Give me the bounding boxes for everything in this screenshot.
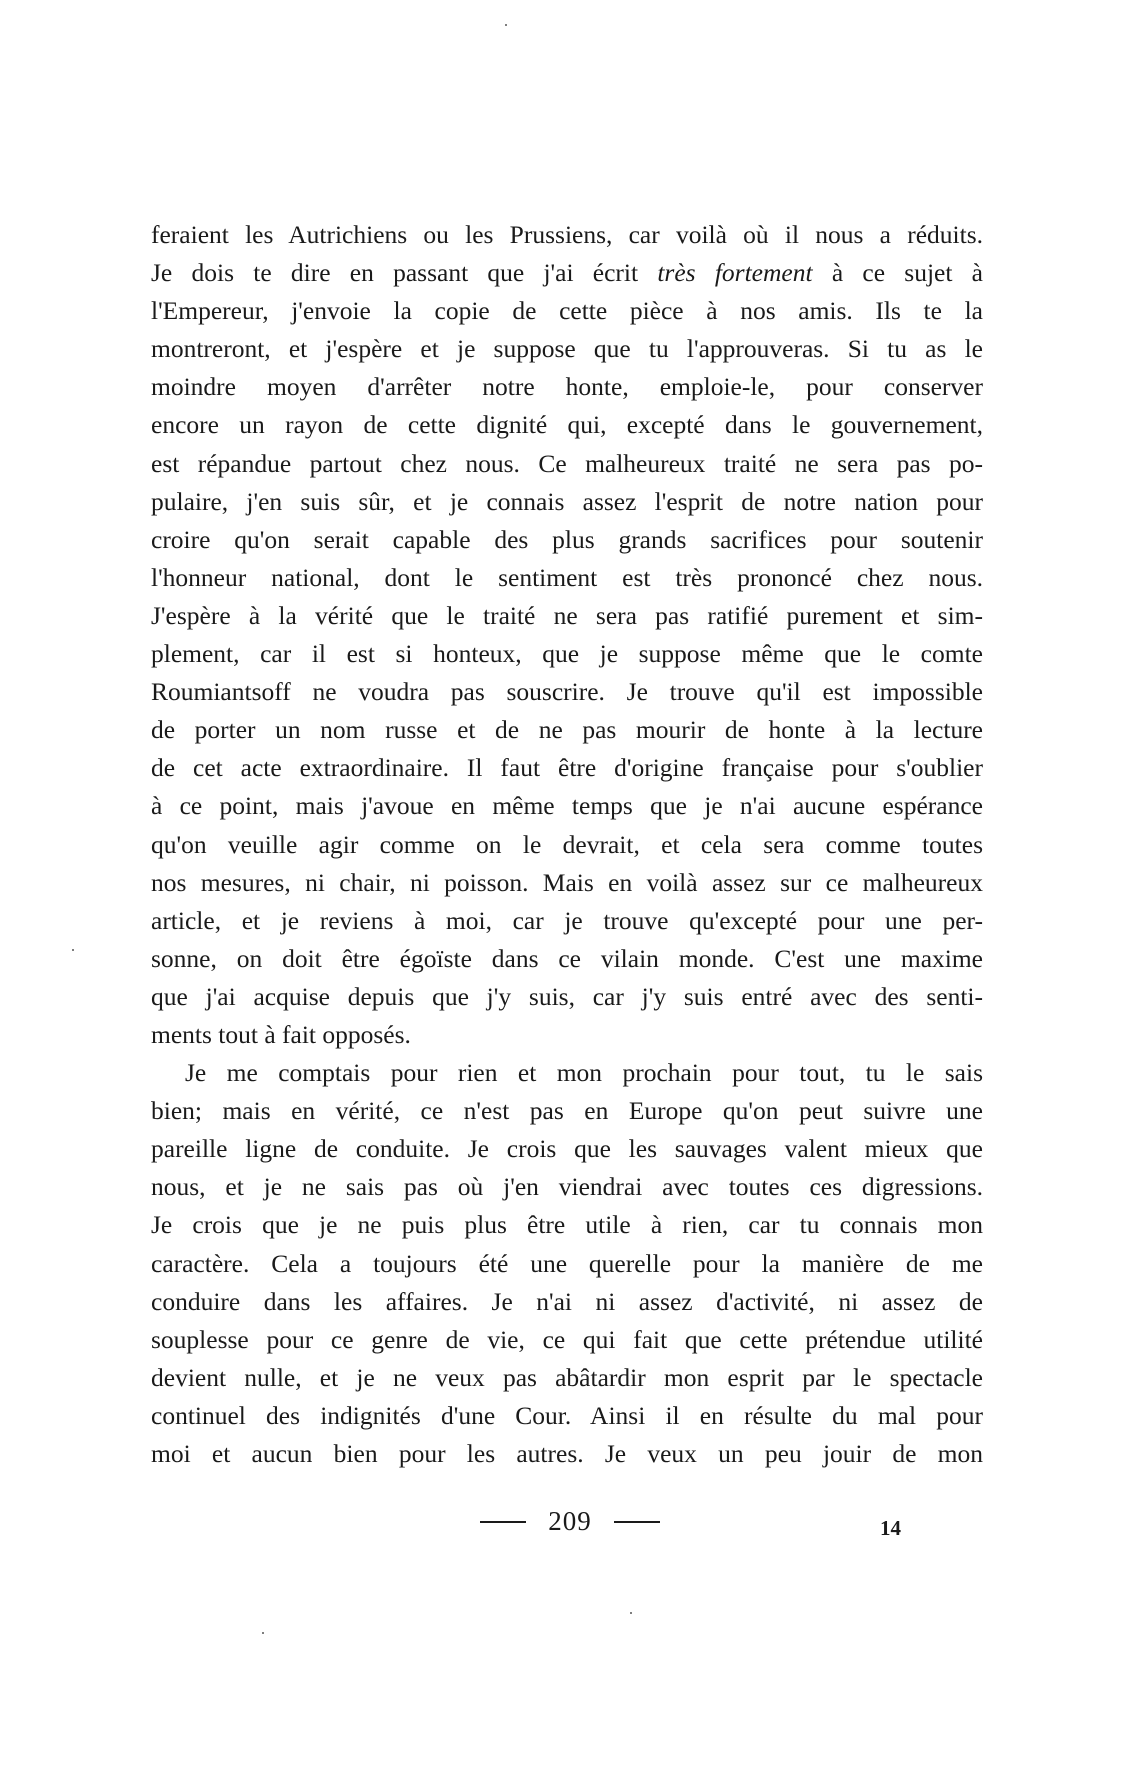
text-line: de porter un nom russe et de ne pas mourir de honte à la lecture: [151, 715, 983, 745]
text-line: Roumiantsoff ne voudra pas souscrire. Je trouve qu'il est impossible: [151, 677, 983, 707]
text-line: article, et je reviens à moi, car je trouve qu'excepté pour une per-: [151, 905, 983, 935]
scan-speck: [262, 1632, 264, 1634]
text-line: pareille ligne de conduite. Je crois que les sauvages valent mieux que: [151, 1134, 983, 1164]
text-line: l'Empereur, j'envoie la copie de cette pièce à nos amis. Ils te la: [151, 296, 983, 326]
text-line: souplesse pour ce genre de vie, ce qui fait que cette prétendue utilité: [151, 1324, 983, 1354]
text-line: est répandue partout chez nous. Ce malheureux traité ne sera pas po-: [151, 448, 983, 478]
text-line: qu'on veuille agir comme on le devrait, et cela sera comme toutes: [151, 829, 983, 859]
text-fragment: à ce sujet à: [812, 258, 983, 288]
scan-speck: [630, 1612, 632, 1614]
text-line: que j'ai acquise depuis que j'y suis, car j'y suis entré avec des senti-: [151, 981, 983, 1011]
text-fragment: Je dois te dire en passant que j'ai écrit: [151, 258, 658, 288]
text-line: de cet acte extraordinaire. Il faut être d'origine française pour s'oublier: [151, 753, 983, 783]
dash-ornament: [480, 1521, 526, 1523]
text-line: plement, car il est si honteux, que je suppose même que le comte: [151, 639, 983, 669]
text-line: feraient les Autrichiens ou les Prussiens, car voilà où il nous a réduits.: [151, 220, 983, 249]
body-text: [151, 216, 983, 1473]
text-line: J'espère à la vérité que le traité ne sera pas ratifié purement et sim-: [151, 600, 983, 630]
text-line: l'honneur national, dont le sentiment est très prononcé chez nous.: [151, 562, 983, 592]
text-line: nos mesures, ni chair, ni poisson. Mais en voilà assez sur ce malheureux: [151, 867, 983, 897]
page-number: [0, 1506, 1140, 1537]
text-line: devient nulle, et je ne veux pas abâtardir mon esprit par le spectacle: [151, 1362, 983, 1392]
text-line: sonne, on doit être égoïste dans ce vilain monde. C'est une maxime: [151, 943, 983, 973]
text-line: ments tout à fait opposés.: [151, 1019, 411, 1049]
text-line: caractère. Cela a toujours été une querelle pour la manière de me: [151, 1248, 983, 1278]
text-line: Je me comptais pour rien et mon prochain pour tout, tu le sais: [185, 1058, 983, 1088]
text-line: nous, et je ne sais pas où j'en viendrai avec toutes ces digressions.: [151, 1172, 983, 1202]
emphasis-text: très fortement: [657, 258, 813, 288]
text-line: à ce point, mais j'avoue en même temps que je n'ai aucune espérance: [151, 791, 983, 821]
scan-speck: [72, 949, 74, 951]
signature-mark: 14: [880, 1516, 901, 1540]
text-line: pulaire, j'en suis sûr, et je connais assez l'esprit de notre nation pour: [151, 486, 983, 516]
scan-speck: [505, 24, 507, 26]
text-line: Je crois que je ne puis plus être utile à rien, car tu connais mon: [151, 1210, 983, 1240]
text-line: moindre moyen d'arrêter notre honte, emploie-le, pour conserver: [151, 372, 983, 402]
text-line: montreront, et j'espère et je suppose que tu l'approuveras. Si tu as le: [151, 334, 983, 364]
page-number-value: 209: [548, 1506, 592, 1536]
text-line: conduire dans les affaires. Je n'ai ni assez d'activité, ni assez de: [151, 1286, 983, 1316]
text-line: moi et aucun bien pour les autres. Je veux un peu jouir de mon: [151, 1439, 983, 1468]
text-line: croire qu'on serait capable des plus grands sacrifices pour soutenir: [151, 524, 983, 554]
dash-ornament: [614, 1521, 660, 1523]
text-line: bien; mais en vérité, ce n'est pas en Europe qu'on peut suivre une: [151, 1096, 983, 1126]
text-line: continuel des indignités d'une Cour. Ainsi il en résulte du mal pour: [151, 1400, 983, 1430]
text-line: [151, 254, 983, 292]
text-line: encore un rayon de cette dignité qui, excepté dans le gouvernement,: [151, 410, 983, 440]
